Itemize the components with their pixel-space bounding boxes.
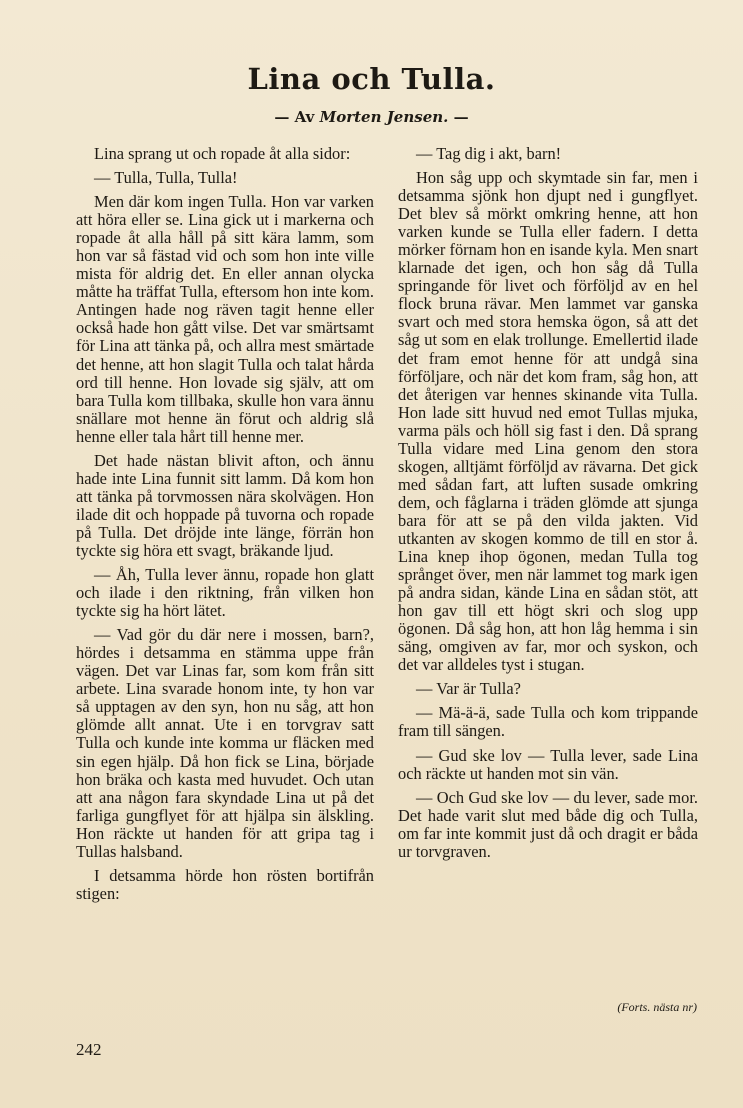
- byline-dash-left: —: [274, 108, 290, 126]
- paragraph: I detsamma hörde hon rösten bortifrån stigen:: [76, 865, 374, 903]
- article-title: Lina och Tulla.: [247, 62, 496, 96]
- paragraph: — Mä-ä-ä, sade Tulla och kom trippande fram till sängen.: [398, 703, 698, 741]
- page-number: 242: [76, 1040, 102, 1059]
- paragraph: Hon såg upp och skymtade sin far, men i detsamma sjönk hon djupt ned i gungflyet. Det blev så mörkt omkring henne, att hon varken kunde se Tulla eller fadern. I detta mörker förnam hon en isande kyla. Men snart klarnade det igen, och hon såg då Tulla springande för livet och förföljd av en hel flock bruna rävar. Men lammet var ganska svart och med stora hemska ögon, så att det såg ut som en elak trollunge. Emellertid ilade det fram emot henne för att undgå sina förföljare, och när det kom fram, såg hon, att det återigen var hennes skinande vita Tulla. Hon lade sitt huvud ned emot Tullas mjuka, varma päls och höll sig fast i den. Då sprang Tulla vidare med Lina genom den stora skogen, alltjämt förföljd av rävarna. Det gick med sådan fart, att luften susade omkring dem, och fåglarna i träden glömde att sjunga bara för att se på den vilda jakten. Vid utkanten av skogen kommo de till en stor å. Lina knep ihop ögonen, medan Tulla tog språnget över, men när lammet tog mark igen på andra sidan, kände Lina en sådan stöt, att hon gav till ett högt skri och slog upp ögonen. Då såg hon, att hon låg hemma i sin säng, omgiven av far, mor och syskon, och det var alldeles tyst i stugan.: [398, 168, 698, 675]
- left-column: [76, 145, 374, 909]
- right-column: [398, 145, 698, 867]
- paragraph: — Åh, Tulla lever ännu, ropade hon glatt och ilade i den riktning, från vilken hon tyckte sig ha hört lätet.: [76, 565, 374, 621]
- byline-prefix: Av: [294, 108, 315, 126]
- paragraph: — Var är Tulla?: [416, 679, 521, 699]
- paragraph: Men där kom ingen Tulla. Hon var varken att höra eller se. Lina gick ut i markerna och ropade åt alla håll på sitt kära lamm, som hon var så fästad vid och som hon inte ville mista för aldrig det. En eller annan olycka måtte ha träffat Tulla, eftersom hon inte kom. Antingen hade nog räven tagit henne eller också hade hon gått vilse. Det var smärtsamt för Lina att tänka på, och allra mest smärtade det henne, att hon slagit Tulla och talat hårda ord till henne. Hon lovade sig själv, att om bara Tulla kom tillbaka, skulle hon vara ännu snällare mot henne än förut och aldrig slå henne eller tala hårt till henne mer.: [76, 192, 374, 446]
- continuation-note: (Forts. nästa nr): [617, 1000, 697, 1014]
- paragraph: — Och Gud ske lov — du lever, sade mor. Det hade varit slut med både dig och Tulla, om far inte kommit just då och dragit er båda ur torvgraven.: [398, 787, 698, 861]
- paragraph: Lina sprang ut och ropade åt alla sidor:: [94, 144, 351, 163]
- paragraph: Det hade nästan blivit afton, och ännu hade inte Lina funnit sitt lamm. Då kom hon att tänka på torvmossen nära skolvägen. Hon ilade dit och hoppade på tuvorna och ropade på Tulla. Det dröjde inte länge, förrän hon tyckte sig höra ett svagt, bräkande ljud.: [76, 450, 374, 560]
- byline: [0, 108, 743, 126]
- paragraph: — Tulla, Tulla, Tulla!: [94, 168, 238, 188]
- paragraph: — Vad gör du där nere i mossen, barn?, hördes i detsamma en stämma uppe från vägen. Det var Linas far, som kom från sitt arbete. Lina svarade honom inte, ty hon var så upptagen av den syn, hon nu såg, att hon glömde allt annat. Ute i en torvgrav satt Tulla och kunde inte komma ur fläcken med sin egen hjälp. Då hon fick se Lina, började hon bräka och kasta med huvudet. Och utan att ana någon fara skyndade Lina ut på det farliga gungflyet för att hjälpa sin älskling. Hon räckte ut handen för att gripa tag i Tullas halsband.: [76, 625, 374, 861]
- byline-author: Morten Jensen.: [319, 108, 449, 126]
- byline-dash-right: —: [453, 108, 469, 126]
- paragraph: — Tag dig i akt, barn!: [416, 144, 562, 163]
- paragraph: — Gud ske lov — Tulla lever, sade Lina och räckte ut handen mot sin vän.: [398, 745, 698, 783]
